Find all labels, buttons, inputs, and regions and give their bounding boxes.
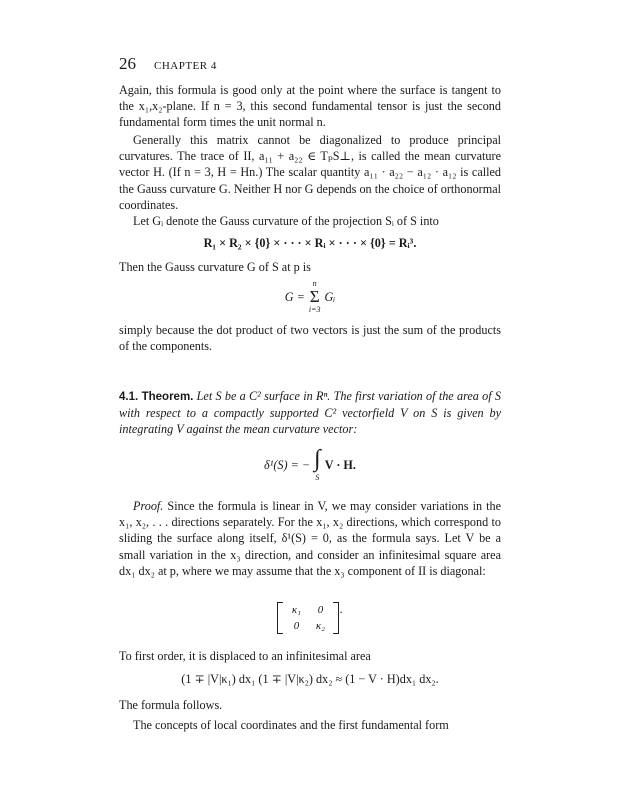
integral-domain: S (315, 473, 320, 482)
running-header (119, 54, 217, 74)
equation-matrix (119, 602, 501, 634)
theorem-4-1 (119, 388, 501, 438)
curvature-matrix (277, 602, 339, 634)
proof-label: Proof. (133, 499, 164, 513)
sum-upper-limit: n (312, 279, 317, 288)
matrix-period: . (339, 602, 343, 616)
equation-area (119, 672, 501, 687)
matrix-entry-22: κ₂ (315, 620, 326, 632)
paragraph-4 (119, 259, 501, 275)
paragraph-6 (119, 648, 501, 664)
integral-symbol: ∫ (314, 446, 321, 472)
para2-text: Generally this matrix cannot be diagonalized to produce principal curvatures. The trace of II, a₁₁ + a₂₂ ∈ TₚS⊥, is called the mean curvature vector H. (If n = 3, H = Hn.) The scalar quantity a₁₁ · a₂₂ − a₁₂ · a₁₂ is called the Gauss curvature G. Neither H nor G depends on the choice of orthonormal coordinates. (119, 133, 501, 212)
matrix-entry-12: 0 (317, 604, 324, 616)
paragraph-5 (119, 322, 501, 354)
paragraph-1 (119, 82, 501, 131)
sum-term: Gᵢ (324, 289, 336, 304)
equation-variation (119, 446, 501, 484)
para5-text: simply because the dot product of two vectors is just the sum of the products of the components. (119, 323, 501, 354)
para7-text: The formula follows. (119, 698, 223, 712)
para4-text: Then the Gauss curvature G of S at p is (119, 260, 311, 274)
variation-integrand: V · H. (324, 457, 356, 472)
equation-product-text: R₁ × R₂ × {0} × · · · × Rᵢ × · · · × {0} = Rᵢ³. (203, 236, 417, 250)
proof (119, 498, 501, 579)
para6-text: To first order, it is displaced to an infinitesimal area (119, 649, 371, 663)
variation-lhs: δ¹(S) = − (264, 457, 311, 472)
paragraph-7 (119, 697, 501, 713)
equation-sum (119, 279, 501, 315)
sum-lower-limit: i=3 (308, 305, 321, 314)
page-number: 26 (119, 54, 136, 73)
equation-product (119, 236, 501, 251)
theorem-text: Let S be a C² surface in Rⁿ. The first variation of the area of S with respect to a compactly supported C² vectorfield V on S is given by integrating V against the mean curvature vector: (119, 389, 501, 437)
paragraph-3 (119, 213, 501, 229)
para1-text: Again, this formula is good only at the point where the surface is tangent to the x₁,x₂-plane. If n = 3, this second fundamental tensor is just the second fundamental form times the unit normal n. (119, 83, 501, 130)
matrix-entry-11: κ₁ (291, 604, 302, 616)
paragraph-2 (119, 132, 501, 213)
para3-text: Let Gᵢ denote the Gauss curvature of the projection Sᵢ of S into (133, 214, 439, 228)
sum-lhs: G = (284, 289, 305, 304)
chapter-title: CHAPTER 4 (154, 60, 217, 72)
para8-text: The concepts of local coordinates and the first fundamental form (133, 718, 449, 732)
matrix-entry-21: 0 (293, 620, 300, 632)
paragraph-8 (119, 717, 501, 733)
proof-text: Since the formula is linear in V, we may consider variations in the x₁, x₂, . . . directions separately. For the x₁, x₂ directions, which correspond to sliding the surface along itself, δ¹(S) = 0, as the formula says. Let V be a small variation in the x₃ direction, and consider an infinitesimal square area dx₁ dx₂ at p, where we may assume that the x₃ component of II is diagonal: (119, 499, 501, 578)
equation-area-text: (1 ∓ |V|κ₁) dx₁ (1 ∓ |V|κ₂) dx₂ ≈ (1 − V · H)dx₁ dx₂. (181, 672, 439, 686)
theorem-label: 4.1. Theorem. (119, 391, 194, 403)
sigma-symbol: Σ (309, 287, 320, 306)
